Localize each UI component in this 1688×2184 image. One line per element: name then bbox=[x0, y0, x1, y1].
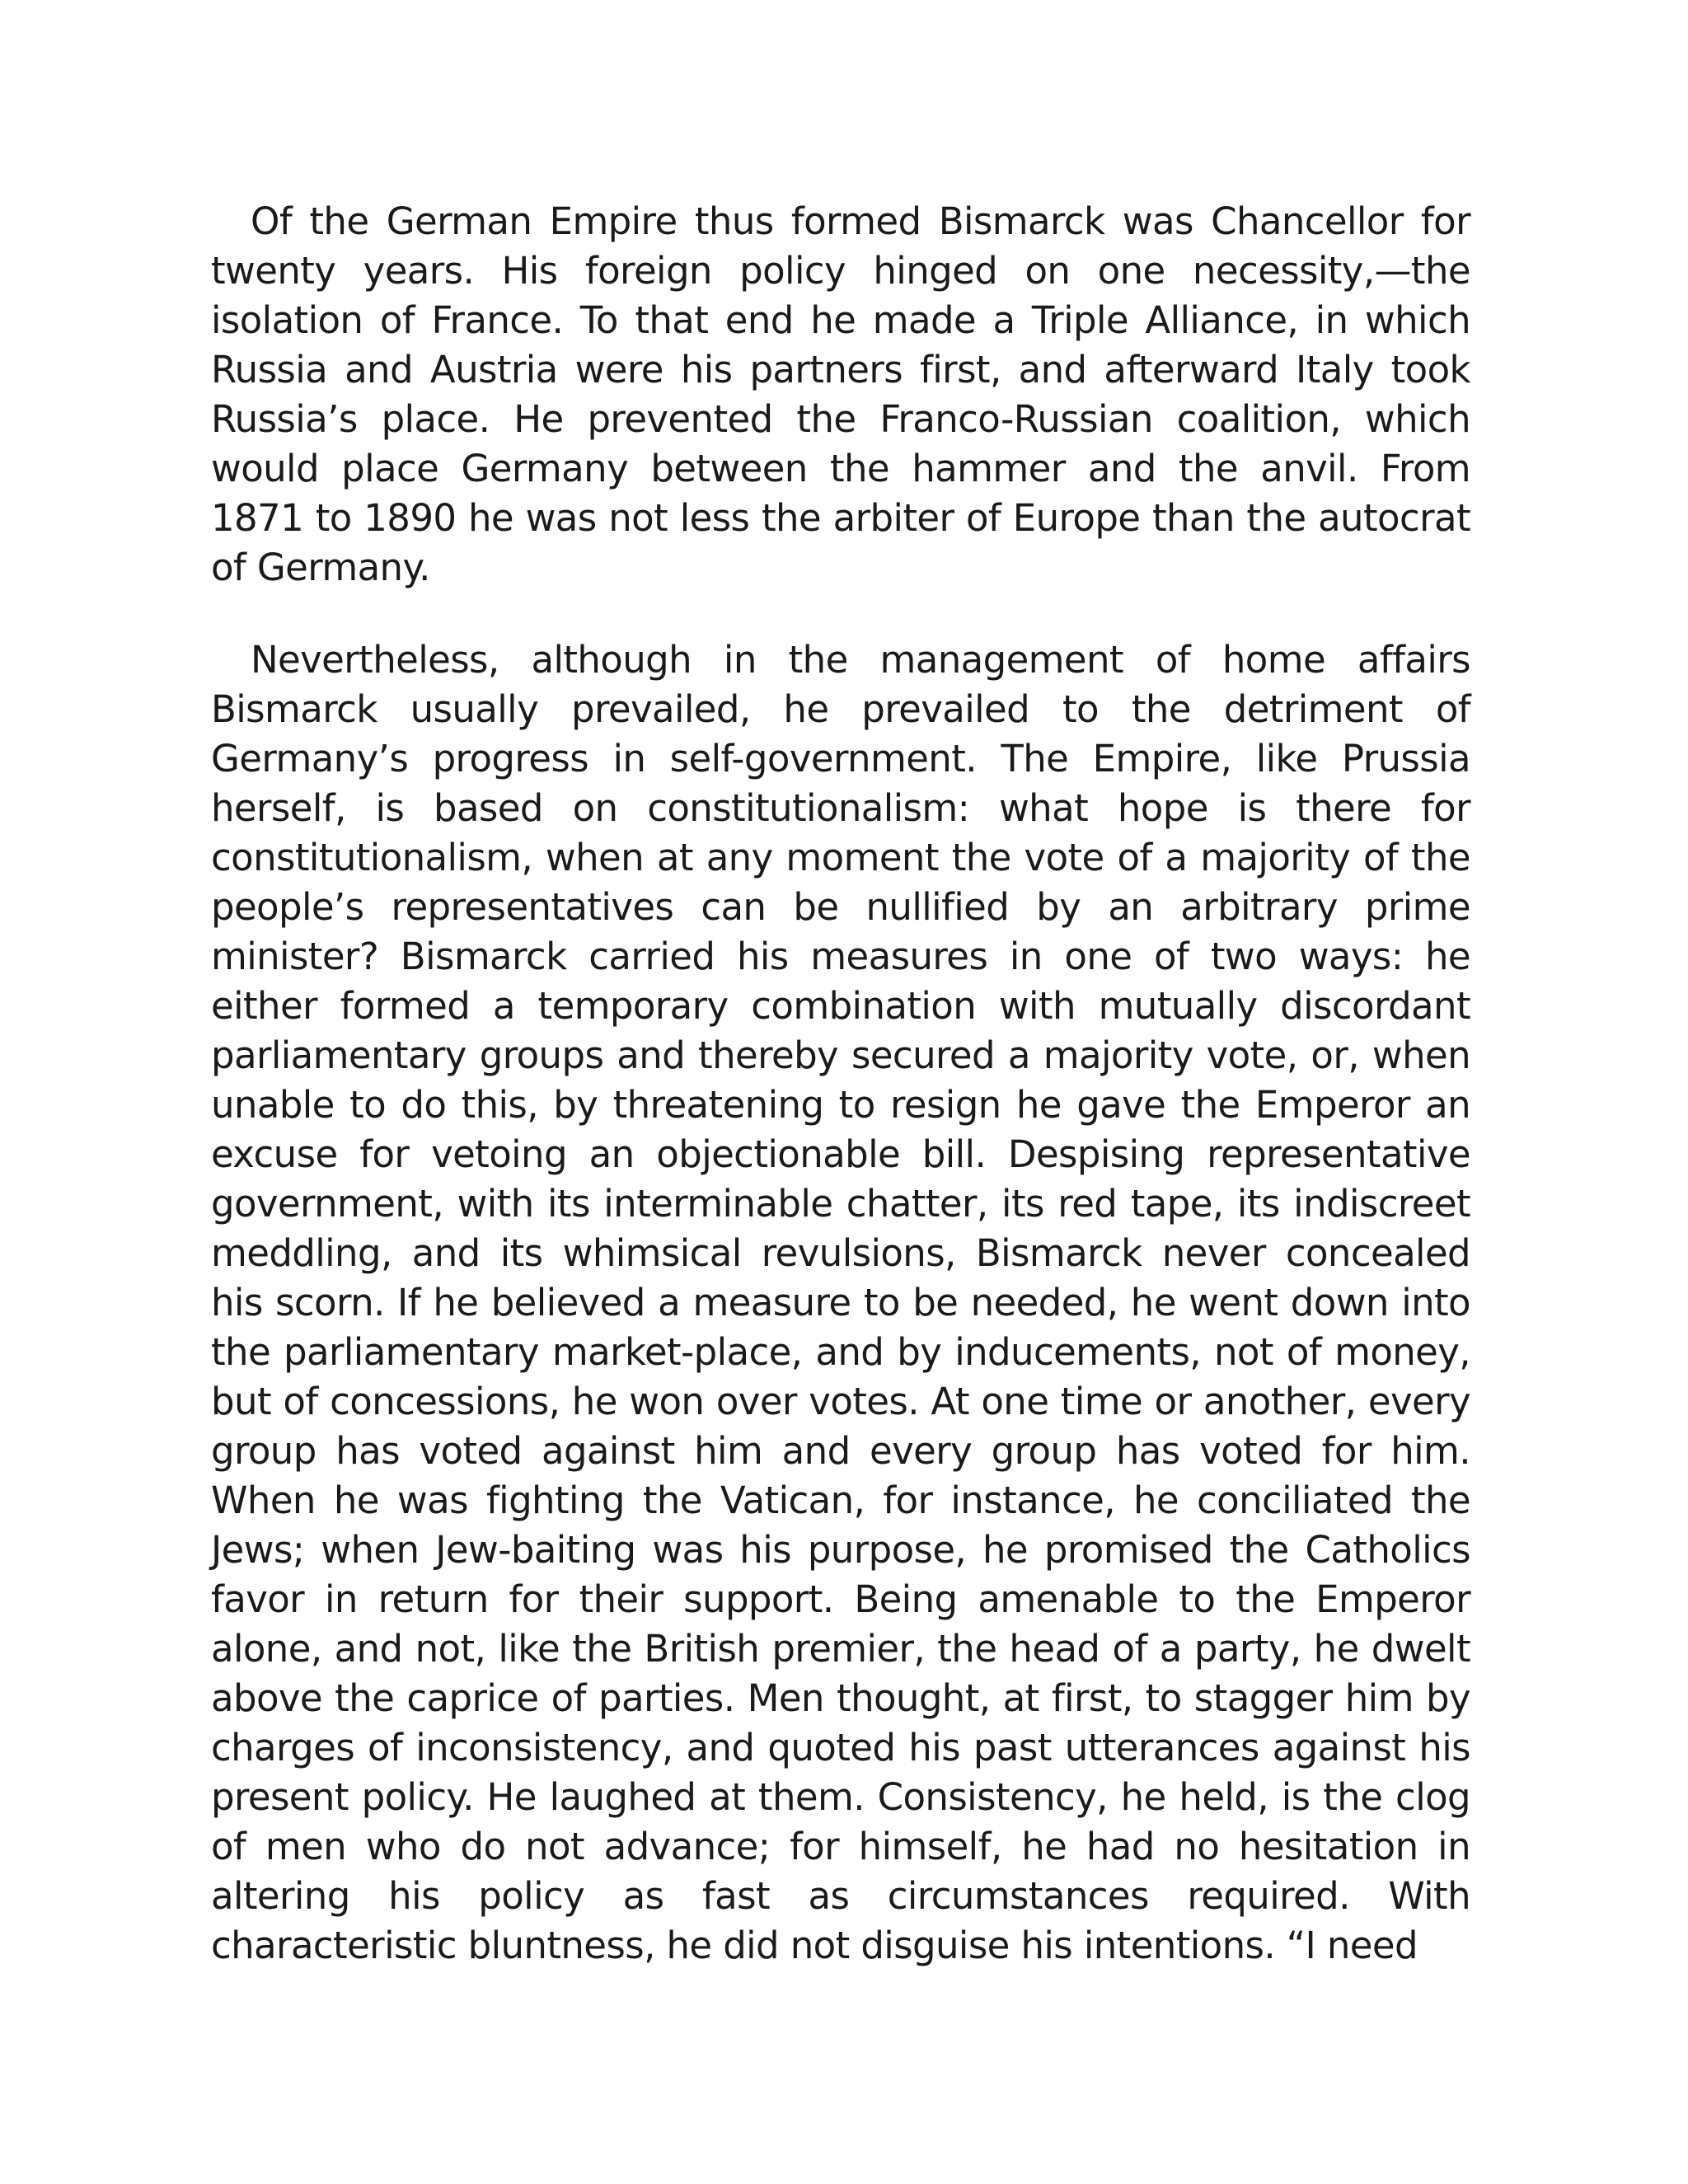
body-text bbox=[211, 197, 1470, 1971]
paragraph-german-empire: Of the German Empire thus formed Bismarck was Chancellor for twenty years. His foreign policy hinged on one necessity,—the isolation of France. To that end he made a Triple Alliance, in which Russia and Austria were his partners first, and afterward Italy took Russia’s place. He prevented the Franco-Russian coalition, which would place Germany between the hammer and the anvil. From 1871 to 1890 he was not less the arbiter of Europe than the autocrat of Germany. bbox=[211, 199, 1470, 589]
paragraph-home-affairs: Nevertheless, although in the management of home affairs Bismarck usually prevailed, he prevailed to the detriment of Germany’s progress in self-government. The Empire, like Prussia herself, is based on constitutionalism: what hope is there for constitutionalism, when at any moment the vote of a majority of the people’s representatives can be nullified by an arbitrary prime minister? Bismarck carried his measures in one of two ways: he either formed a temporary combination with mutually discordant parliamentary groups and thereby secured a majority vote, or, when unable to do this, by threatening to resign he gave the Emperor an excuse for vetoing an objectionable bill. Despising representative government, with its interminable chatter, its red tape, its indiscreet meddling, and its whimsical revulsions, Bismarck never concealed his scorn. If he believed a measure to be needed, he went down into the parliamentary market-place, and by inducements, not of money, but of concessions, he won over votes. At one time or another, every group has voted against him and every group has voted for him. When he was fighting the Vatican, for instance, he conciliated the Jews; when Jew-baiting was his purpose, he promised the Catholics favor in return for their support. Being amenable to the Emperor alone, and not, like the British premier, the head of a party, he dwelt above the caprice of parties. Men thought, at first, to stagger him by charges of inconsistency, and quoted his past utterances against his present policy. He laughed at them. Consistency, he held, is the clog of men who do not advance; for himself, he had no hesitation in altering his policy as fast as circumstances required. With characteristic bluntness, he did not disguise his intentions. “I need bbox=[211, 638, 1470, 1967]
